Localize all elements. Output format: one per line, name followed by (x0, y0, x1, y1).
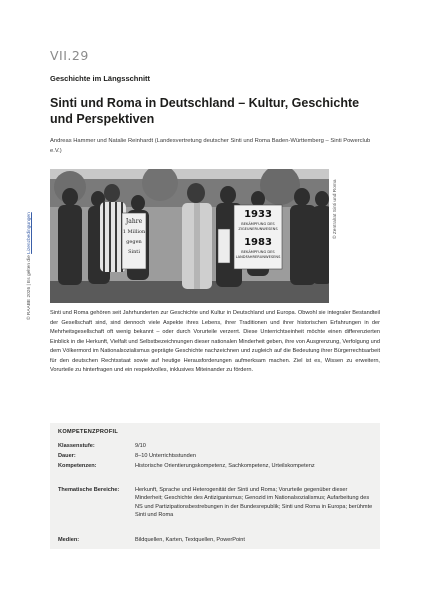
svg-text:1933: 1933 (244, 209, 272, 220)
kompetenz-value: Bildquellen, Karten, Textquellen, PowerPoint (135, 537, 245, 543)
copyright-notice (27, 212, 32, 320)
svg-text:LANDFAHRERUNWESENS: LANDFAHRERUNWESENS (235, 255, 281, 259)
kompetenz-label: Thematische Bereiche: (58, 487, 120, 493)
page-title: Sinti und Roma in Deutschland – Kultur, Geschichte und Perspektiven (50, 96, 360, 126)
kompetenz-value: 9/10 (135, 443, 146, 449)
kompetenz-label: Klassenstufe: (58, 443, 95, 449)
kompetenz-value: Herkunft, Sprache und Heterogenität der Sinti und Roma; Vorurteile gegenüber dieser Minderheit; Geschichte des Antiziganismus; Genozid im Nationalsozialismus; Aufarbeitung des NS und Partizipationsbestrebungen in der Bundesrepublik; Sinti und Roma in Europa; berühmte Sinti und Roma (135, 487, 373, 518)
svg-text:BEKÄMPFUNG DES: BEKÄMPFUNG DES (241, 250, 275, 254)
kompetenz-label: Kompetenzen: (58, 463, 97, 469)
intro-paragraph: Sinti und Roma gehören seit Jahrhunderten zur Geschichte und Kultur in Deutschland und Europa. Obwohl sie integraler Bestandteil der Gesellschaft sind, sind dennoch viele Aspekte ihres Lebens, ihrer Traditionen und ihrer historischen Erfahrungen in der Mehrheitsgesellschaft oft wenig bekannt – oder durch Vorurteile verzerrt. Diese Unterrichtseinheit möchte einen differenzierten Einblick in die Herkunft, Vielfalt und Selbstbezeichnungen dieser nationalen Minderheit geben, ihre von Ausgrenzung, Verfolgung und dem Völkermord im Nationalsozialismus geprägte Geschichte nachzeichnen und zugleich auf die Bedeutung ihrer Bürgerrechtsarbeit für den deutschen Rechtsstaat sowie auf heutige Herausforderungen aufmerksam machen. Ziel ist es, Wissen zu erweitern, Vorurteile zu hinterfragen und ein respektvolles, inklusives Miteinander zu fördern. (50, 310, 380, 374)
kompetenz-label: Dauer: (58, 453, 76, 459)
svg-text:ZIGEUNERUNWESENS: ZIGEUNERUNWESENS (238, 227, 278, 231)
license-link[interactable]: Lizenzbedingungen (27, 212, 32, 254)
svg-text:gegen: gegen (126, 239, 142, 245)
subject-heading: Geschichte im Längsschnitt (50, 74, 151, 83)
svg-text:1 Million: 1 Million (122, 229, 146, 235)
protest-photo (50, 169, 329, 303)
svg-text:1983: 1983 (244, 237, 272, 248)
section-number: VII.29 (50, 48, 89, 63)
kompetenz-label: Medien: (58, 537, 80, 543)
copyright-text: © RAABE 2026 | Es gelten die (27, 253, 32, 320)
kompetenzprofil-title: KOMPETENZPROFIL (58, 429, 119, 435)
svg-text:Jahre: Jahre (125, 218, 143, 225)
kompetenz-value: Historische Orientierungskompetenz, Sachkompetenz, Urteilskompetenz (135, 463, 315, 469)
svg-text:Sinti: Sinti (128, 249, 140, 255)
photo-credit: © Zentralrat Sinti und Roma (333, 179, 338, 239)
authors-line: Andreas Hammer und Natalie Reinhardt (Landesvertretung deutscher Sinti und Roma Baden-Württemberg – Sinti Powerclub e.V.) (50, 138, 371, 154)
kompetenz-value: 8–10 Unterrichtsstunden (135, 453, 196, 459)
svg-text:BEKÄMPFUNG DES: BEKÄMPFUNG DES (241, 222, 275, 226)
